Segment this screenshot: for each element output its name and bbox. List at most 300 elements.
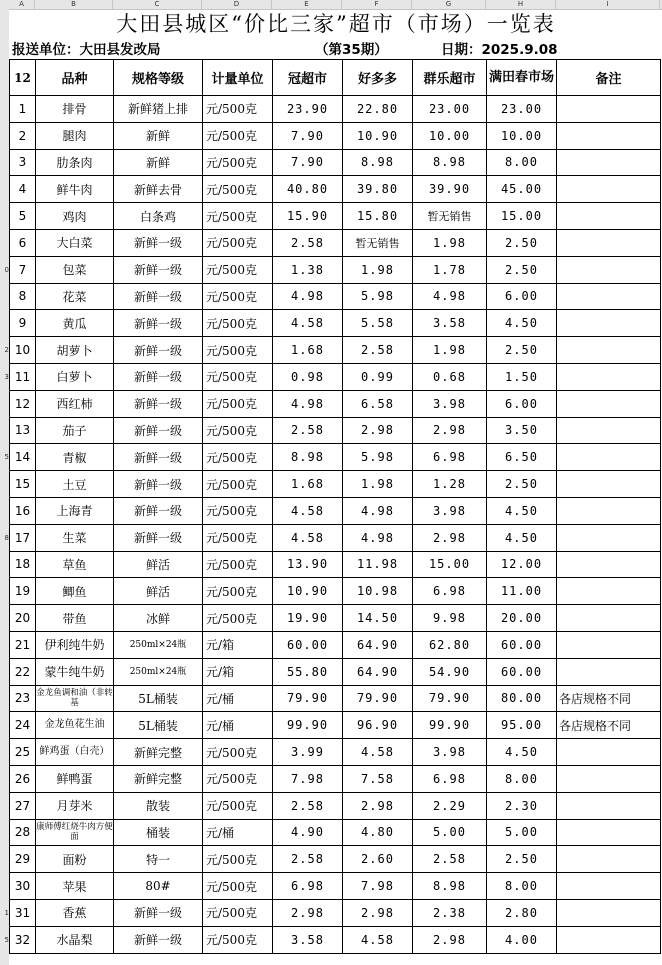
price-store-4[interactable]: 6.00 <box>487 283 557 310</box>
item-unit[interactable]: 元/500克 <box>203 256 273 283</box>
price-store-1[interactable]: 1.38 <box>273 256 343 283</box>
price-store-4[interactable]: 23.00 <box>487 96 557 123</box>
item-note[interactable] <box>557 819 661 846</box>
header-no[interactable]: 12 <box>10 60 36 96</box>
row-number[interactable]: 2 <box>10 122 36 149</box>
price-store-2[interactable]: 79.90 <box>343 685 413 712</box>
price-store-2[interactable]: 5.98 <box>343 444 413 471</box>
item-spec[interactable]: 新鲜猪上排 <box>114 96 203 123</box>
item-name[interactable]: 茄子 <box>36 417 114 444</box>
item-note[interactable] <box>557 739 661 766</box>
item-spec[interactable]: 新鲜一级 <box>114 390 203 417</box>
row-number[interactable]: 28 <box>10 819 36 846</box>
row-number[interactable]: 29 <box>10 846 36 873</box>
row-number[interactable]: 27 <box>10 792 36 819</box>
item-name[interactable]: 香蕉 <box>36 899 114 926</box>
price-store-4[interactable]: 45.00 <box>487 176 557 203</box>
price-store-3[interactable]: 39.90 <box>413 176 487 203</box>
price-store-2[interactable]: 64.90 <box>343 658 413 685</box>
item-spec[interactable]: 桶装 <box>114 819 203 846</box>
item-note[interactable] <box>557 176 661 203</box>
item-note[interactable] <box>557 551 661 578</box>
price-store-3[interactable]: 99.90 <box>413 712 487 739</box>
item-spec[interactable]: 新鲜一级 <box>114 417 203 444</box>
price-store-3[interactable]: 1.98 <box>413 337 487 364</box>
header-store-1[interactable]: 冠超市 <box>273 60 343 96</box>
item-unit[interactable]: 元/500克 <box>203 390 273 417</box>
item-note[interactable] <box>557 417 661 444</box>
column-letter-C[interactable]: C <box>113 0 202 9</box>
price-store-3[interactable]: 3.98 <box>413 739 487 766</box>
row-number[interactable]: 24 <box>10 712 36 739</box>
item-spec[interactable]: 新鲜一级 <box>114 283 203 310</box>
price-store-2[interactable]: 5.98 <box>343 283 413 310</box>
item-name[interactable]: 土豆 <box>36 471 114 498</box>
row-number-label[interactable]: 5 <box>4 452 9 461</box>
row-number[interactable]: 18 <box>10 551 36 578</box>
item-name[interactable]: 青椒 <box>36 444 114 471</box>
price-store-1[interactable]: 7.90 <box>273 149 343 176</box>
item-note[interactable] <box>557 899 661 926</box>
item-spec[interactable]: 散装 <box>114 792 203 819</box>
price-store-4[interactable]: 4.50 <box>487 497 557 524</box>
price-store-3[interactable]: 6.98 <box>413 444 487 471</box>
item-unit[interactable]: 元/500克 <box>203 873 273 900</box>
item-note[interactable] <box>557 444 661 471</box>
item-spec[interactable]: 冰鲜 <box>114 605 203 632</box>
row-number[interactable]: 15 <box>10 471 36 498</box>
item-spec[interactable]: 新鲜一级 <box>114 229 203 256</box>
item-name[interactable]: 腿肉 <box>36 122 114 149</box>
price-store-3[interactable]: 1.98 <box>413 229 487 256</box>
item-spec[interactable]: 新鲜一级 <box>114 444 203 471</box>
item-name[interactable]: 鸡肉 <box>36 203 114 230</box>
item-spec[interactable]: 鲜活 <box>114 551 203 578</box>
item-note[interactable] <box>557 96 661 123</box>
item-unit[interactable]: 元/500克 <box>203 229 273 256</box>
price-store-1[interactable]: 3.58 <box>273 926 343 953</box>
header-note[interactable]: 备注 <box>557 60 661 96</box>
column-letter-B[interactable]: B <box>35 0 113 9</box>
price-store-4[interactable]: 4.50 <box>487 524 557 551</box>
row-number[interactable]: 10 <box>10 337 36 364</box>
price-store-2[interactable]: 14.50 <box>343 605 413 632</box>
row-number-label[interactable]: 1 <box>4 908 9 917</box>
item-unit[interactable]: 元/500克 <box>203 203 273 230</box>
price-store-4[interactable]: 2.80 <box>487 899 557 926</box>
price-store-3[interactable]: 2.58 <box>413 846 487 873</box>
header-store-3[interactable]: 群乐超市 <box>413 60 487 96</box>
item-unit[interactable]: 元/500克 <box>203 149 273 176</box>
price-store-4[interactable]: 20.00 <box>487 605 557 632</box>
item-name[interactable]: 上海青 <box>36 497 114 524</box>
header-name[interactable]: 品种 <box>36 60 114 96</box>
row-number[interactable]: 12 <box>10 390 36 417</box>
row-number[interactable]: 6 <box>10 229 36 256</box>
row-number[interactable]: 22 <box>10 658 36 685</box>
price-store-1[interactable]: 8.98 <box>273 444 343 471</box>
price-store-1[interactable]: 40.80 <box>273 176 343 203</box>
row-number[interactable]: 3 <box>10 149 36 176</box>
row-number-label[interactable]: 3 <box>4 372 9 381</box>
price-store-4[interactable]: 95.00 <box>487 712 557 739</box>
price-store-1[interactable]: 7.90 <box>273 122 343 149</box>
row-number[interactable]: 14 <box>10 444 36 471</box>
price-store-2[interactable]: 64.90 <box>343 631 413 658</box>
price-store-4[interactable]: 6.00 <box>487 390 557 417</box>
price-store-3[interactable]: 5.00 <box>413 819 487 846</box>
price-store-4[interactable]: 4.00 <box>487 926 557 953</box>
item-name[interactable]: 花菜 <box>36 283 114 310</box>
row-number[interactable]: 19 <box>10 578 36 605</box>
price-store-3[interactable]: 6.98 <box>413 578 487 605</box>
price-store-3[interactable]: 0.68 <box>413 363 487 390</box>
price-store-1[interactable]: 79.90 <box>273 685 343 712</box>
item-unit[interactable]: 元/500克 <box>203 310 273 337</box>
row-number-label[interactable]: 0 <box>4 265 9 274</box>
price-store-1[interactable]: 60.00 <box>273 631 343 658</box>
item-note[interactable] <box>557 605 661 632</box>
price-store-4[interactable]: 2.50 <box>487 471 557 498</box>
header-unit[interactable]: 计量单位 <box>203 60 273 96</box>
item-note[interactable] <box>557 337 661 364</box>
item-note[interactable]: 各店规格不同 <box>557 712 661 739</box>
price-store-1[interactable]: 99.90 <box>273 712 343 739</box>
column-letter-A[interactable]: A <box>9 0 35 9</box>
item-name[interactable]: 鲫鱼 <box>36 578 114 605</box>
price-store-4[interactable]: 8.00 <box>487 873 557 900</box>
price-store-4[interactable]: 11.00 <box>487 578 557 605</box>
item-note[interactable] <box>557 765 661 792</box>
price-store-3[interactable]: 8.98 <box>413 149 487 176</box>
item-name[interactable]: 苹果 <box>36 873 114 900</box>
price-store-2[interactable]: 2.98 <box>343 417 413 444</box>
price-store-1[interactable]: 4.58 <box>273 524 343 551</box>
item-name[interactable]: 鲜鸭蛋 <box>36 765 114 792</box>
row-number[interactable]: 30 <box>10 873 36 900</box>
item-spec[interactable]: 新鲜一级 <box>114 337 203 364</box>
item-name[interactable]: 蒙牛纯牛奶 <box>36 658 114 685</box>
row-number-label[interactable]: 5 <box>4 935 9 944</box>
item-name[interactable]: 金龙鱼调和油（非转基 <box>36 685 114 712</box>
item-unit[interactable]: 元/500克 <box>203 283 273 310</box>
item-unit[interactable]: 元/桶 <box>203 712 273 739</box>
price-store-1[interactable]: 0.98 <box>273 363 343 390</box>
price-store-3[interactable]: 6.98 <box>413 765 487 792</box>
item-name[interactable]: 黄瓜 <box>36 310 114 337</box>
price-store-4[interactable]: 12.00 <box>487 551 557 578</box>
item-spec[interactable]: 新鲜 <box>114 122 203 149</box>
item-note[interactable] <box>557 471 661 498</box>
item-unit[interactable]: 元/500克 <box>203 846 273 873</box>
item-spec[interactable]: 特一 <box>114 846 203 873</box>
row-number[interactable]: 16 <box>10 497 36 524</box>
price-store-3[interactable]: 9.98 <box>413 605 487 632</box>
price-store-1[interactable]: 2.58 <box>273 417 343 444</box>
row-number[interactable]: 26 <box>10 765 36 792</box>
price-store-1[interactable]: 2.98 <box>273 899 343 926</box>
item-name[interactable]: 大白菜 <box>36 229 114 256</box>
item-unit[interactable]: 元/桶 <box>203 685 273 712</box>
price-store-4[interactable]: 6.50 <box>487 444 557 471</box>
item-note[interactable]: 各店规格不同 <box>557 685 661 712</box>
price-store-1[interactable]: 4.58 <box>273 310 343 337</box>
row-number-label[interactable]: 8 <box>4 533 9 542</box>
price-store-1[interactable]: 7.98 <box>273 765 343 792</box>
row-number[interactable]: 17 <box>10 524 36 551</box>
price-store-2[interactable]: 39.80 <box>343 176 413 203</box>
header-spec[interactable]: 规格等级 <box>114 60 203 96</box>
item-unit[interactable]: 元/500克 <box>203 417 273 444</box>
price-store-1[interactable]: 55.80 <box>273 658 343 685</box>
item-note[interactable] <box>557 149 661 176</box>
item-note[interactable] <box>557 631 661 658</box>
price-store-1[interactable]: 4.90 <box>273 819 343 846</box>
item-unit[interactable]: 元/500克 <box>203 122 273 149</box>
item-note[interactable] <box>557 792 661 819</box>
price-store-3[interactable]: 62.80 <box>413 631 487 658</box>
price-store-2[interactable]: 4.58 <box>343 926 413 953</box>
column-letter-D[interactable]: D <box>202 0 272 9</box>
price-store-1[interactable]: 4.98 <box>273 390 343 417</box>
item-name[interactable]: 排骨 <box>36 96 114 123</box>
row-number[interactable]: 8 <box>10 283 36 310</box>
price-store-2[interactable]: 11.98 <box>343 551 413 578</box>
price-store-3[interactable]: 15.00 <box>413 551 487 578</box>
price-store-1[interactable]: 2.58 <box>273 229 343 256</box>
price-store-4[interactable]: 2.50 <box>487 846 557 873</box>
header-store-4[interactable]: 满田春市场 <box>487 60 557 96</box>
item-note[interactable] <box>557 229 661 256</box>
price-store-4[interactable]: 2.50 <box>487 229 557 256</box>
item-note[interactable] <box>557 497 661 524</box>
row-number[interactable]: 25 <box>10 739 36 766</box>
price-store-3[interactable]: 2.98 <box>413 524 487 551</box>
price-store-1[interactable]: 4.98 <box>273 283 343 310</box>
price-store-3[interactable]: 3.98 <box>413 497 487 524</box>
price-store-2[interactable]: 2.98 <box>343 899 413 926</box>
column-letter-I[interactable]: I <box>556 0 660 9</box>
row-number[interactable]: 31 <box>10 899 36 926</box>
item-spec[interactable]: 5L桶装 <box>114 712 203 739</box>
price-store-4[interactable]: 10.00 <box>487 122 557 149</box>
price-store-3[interactable]: 79.90 <box>413 685 487 712</box>
row-number[interactable]: 5 <box>10 203 36 230</box>
item-unit[interactable]: 元/500克 <box>203 176 273 203</box>
item-unit[interactable]: 元/500克 <box>203 524 273 551</box>
price-store-4[interactable]: 1.50 <box>487 363 557 390</box>
item-name[interactable]: 鲜鸡蛋（白壳） <box>36 739 114 766</box>
row-number[interactable]: 11 <box>10 363 36 390</box>
item-note[interactable] <box>557 363 661 390</box>
price-store-2[interactable]: 22.80 <box>343 96 413 123</box>
item-name[interactable]: 月芽米 <box>36 792 114 819</box>
price-store-1[interactable]: 2.58 <box>273 846 343 873</box>
price-store-2[interactable]: 8.98 <box>343 149 413 176</box>
item-spec[interactable]: 新鲜 <box>114 149 203 176</box>
item-note[interactable] <box>557 203 661 230</box>
price-store-4[interactable]: 60.00 <box>487 658 557 685</box>
price-store-3[interactable]: 4.98 <box>413 283 487 310</box>
row-number[interactable]: 13 <box>10 417 36 444</box>
item-name[interactable]: 金龙鱼花生油 <box>36 712 114 739</box>
column-letter-F[interactable]: F <box>342 0 412 9</box>
item-name[interactable]: 白萝卜 <box>36 363 114 390</box>
price-store-4[interactable]: 8.00 <box>487 765 557 792</box>
price-store-3[interactable]: 3.98 <box>413 390 487 417</box>
item-note[interactable] <box>557 390 661 417</box>
price-store-2[interactable]: 2.58 <box>343 337 413 364</box>
row-number[interactable]: 20 <box>10 605 36 632</box>
item-name[interactable]: 水晶梨 <box>36 926 114 953</box>
price-store-4[interactable]: 4.50 <box>487 310 557 337</box>
row-number[interactable]: 21 <box>10 631 36 658</box>
item-unit[interactable]: 元/500克 <box>203 497 273 524</box>
price-store-4[interactable]: 4.50 <box>487 739 557 766</box>
item-unit[interactable]: 元/500克 <box>203 363 273 390</box>
item-unit[interactable]: 元/500克 <box>203 471 273 498</box>
price-store-2[interactable]: 5.58 <box>343 310 413 337</box>
price-store-4[interactable]: 5.00 <box>487 819 557 846</box>
price-store-3[interactable]: 1.78 <box>413 256 487 283</box>
price-store-1[interactable]: 15.90 <box>273 203 343 230</box>
item-name[interactable]: 鲜牛肉 <box>36 176 114 203</box>
price-store-3[interactable]: 10.00 <box>413 122 487 149</box>
item-unit[interactable]: 元/500克 <box>203 926 273 953</box>
item-unit[interactable]: 元/500克 <box>203 792 273 819</box>
price-store-3[interactable]: 2.29 <box>413 792 487 819</box>
item-name[interactable]: 康师傅红烧牛肉方便面 <box>36 819 114 846</box>
item-spec[interactable]: 新鲜完整 <box>114 739 203 766</box>
price-store-1[interactable]: 19.90 <box>273 605 343 632</box>
row-number[interactable]: 9 <box>10 310 36 337</box>
item-note[interactable] <box>557 256 661 283</box>
price-store-3[interactable]: 23.00 <box>413 96 487 123</box>
item-note[interactable] <box>557 524 661 551</box>
item-name[interactable]: 包菜 <box>36 256 114 283</box>
price-store-4[interactable]: 2.50 <box>487 256 557 283</box>
item-spec[interactable]: 80# <box>114 873 203 900</box>
item-note[interactable] <box>557 578 661 605</box>
price-store-2[interactable]: 6.58 <box>343 390 413 417</box>
price-store-4[interactable]: 2.50 <box>487 337 557 364</box>
item-unit[interactable]: 元/箱 <box>203 631 273 658</box>
price-store-2[interactable]: 2.98 <box>343 792 413 819</box>
item-name[interactable]: 胡萝卜 <box>36 337 114 364</box>
price-store-3[interactable]: 8.98 <box>413 873 487 900</box>
column-letter-H[interactable]: H <box>486 0 556 9</box>
item-unit[interactable]: 元/500克 <box>203 605 273 632</box>
item-note[interactable] <box>557 283 661 310</box>
price-store-2[interactable]: 0.99 <box>343 363 413 390</box>
row-number[interactable]: 4 <box>10 176 36 203</box>
item-unit[interactable]: 元/500克 <box>203 765 273 792</box>
item-note[interactable] <box>557 846 661 873</box>
item-spec[interactable]: 新鲜一级 <box>114 256 203 283</box>
price-store-2[interactable]: 10.98 <box>343 578 413 605</box>
item-unit[interactable]: 元/500克 <box>203 551 273 578</box>
price-store-4[interactable]: 8.00 <box>487 149 557 176</box>
price-store-3[interactable]: 2.38 <box>413 899 487 926</box>
price-store-4[interactable]: 2.30 <box>487 792 557 819</box>
price-store-1[interactable]: 1.68 <box>273 337 343 364</box>
price-store-1[interactable]: 10.90 <box>273 578 343 605</box>
item-spec[interactable]: 250ml×24瓶 <box>114 631 203 658</box>
item-spec[interactable]: 新鲜一级 <box>114 471 203 498</box>
price-store-2[interactable]: 1.98 <box>343 471 413 498</box>
price-store-4[interactable]: 80.00 <box>487 685 557 712</box>
column-letter-E[interactable]: E <box>272 0 342 9</box>
item-spec[interactable]: 新鲜一级 <box>114 497 203 524</box>
item-note[interactable] <box>557 926 661 953</box>
item-name[interactable]: 生菜 <box>36 524 114 551</box>
item-unit[interactable]: 元/500克 <box>203 739 273 766</box>
price-store-1[interactable]: 13.90 <box>273 551 343 578</box>
item-name[interactable]: 面粉 <box>36 846 114 873</box>
price-store-2[interactable]: 4.98 <box>343 524 413 551</box>
item-spec[interactable]: 新鲜一级 <box>114 363 203 390</box>
price-store-1[interactable]: 23.90 <box>273 96 343 123</box>
item-spec[interactable]: 白条鸡 <box>114 203 203 230</box>
price-store-2[interactable]: 4.98 <box>343 497 413 524</box>
price-store-1[interactable]: 2.58 <box>273 792 343 819</box>
item-name[interactable]: 伊利纯牛奶 <box>36 631 114 658</box>
price-store-3[interactable]: 2.98 <box>413 926 487 953</box>
item-unit[interactable]: 元/500克 <box>203 444 273 471</box>
item-spec[interactable]: 新鲜一级 <box>114 310 203 337</box>
price-store-3[interactable]: 1.28 <box>413 471 487 498</box>
price-store-1[interactable]: 1.68 <box>273 471 343 498</box>
price-store-2[interactable]: 暂无销售 <box>343 229 413 256</box>
price-store-3[interactable]: 2.98 <box>413 417 487 444</box>
row-number-label[interactable]: 2 <box>4 345 9 354</box>
item-unit[interactable]: 元/桶 <box>203 819 273 846</box>
price-store-4[interactable]: 15.00 <box>487 203 557 230</box>
price-store-2[interactable]: 4.58 <box>343 739 413 766</box>
price-store-2[interactable]: 96.90 <box>343 712 413 739</box>
price-store-1[interactable]: 6.98 <box>273 873 343 900</box>
item-unit[interactable]: 元/500克 <box>203 899 273 926</box>
price-store-2[interactable]: 1.98 <box>343 256 413 283</box>
row-number[interactable]: 1 <box>10 96 36 123</box>
price-store-3[interactable]: 暂无销售 <box>413 203 487 230</box>
header-store-2[interactable]: 好多多 <box>343 60 413 96</box>
item-spec[interactable]: 250ml×24瓶 <box>114 658 203 685</box>
item-spec[interactable]: 5L桶装 <box>114 685 203 712</box>
column-letter-G[interactable]: G <box>412 0 486 9</box>
price-store-4[interactable]: 60.00 <box>487 631 557 658</box>
price-store-2[interactable]: 7.58 <box>343 765 413 792</box>
item-name[interactable]: 西红柿 <box>36 390 114 417</box>
item-spec[interactable]: 新鲜一级 <box>114 926 203 953</box>
item-note[interactable] <box>557 658 661 685</box>
item-spec[interactable]: 鲜活 <box>114 578 203 605</box>
item-spec[interactable]: 新鲜一级 <box>114 899 203 926</box>
price-store-2[interactable]: 4.80 <box>343 819 413 846</box>
item-note[interactable] <box>557 122 661 149</box>
row-number[interactable]: 23 <box>10 685 36 712</box>
item-name[interactable]: 带鱼 <box>36 605 114 632</box>
item-unit[interactable]: 元/500克 <box>203 96 273 123</box>
row-number[interactable]: 32 <box>10 926 36 953</box>
item-note[interactable] <box>557 310 661 337</box>
item-unit[interactable]: 元/500克 <box>203 578 273 605</box>
row-number[interactable]: 7 <box>10 256 36 283</box>
item-note[interactable] <box>557 873 661 900</box>
price-store-3[interactable]: 3.58 <box>413 310 487 337</box>
item-unit[interactable]: 元/500克 <box>203 337 273 364</box>
price-store-4[interactable]: 3.50 <box>487 417 557 444</box>
